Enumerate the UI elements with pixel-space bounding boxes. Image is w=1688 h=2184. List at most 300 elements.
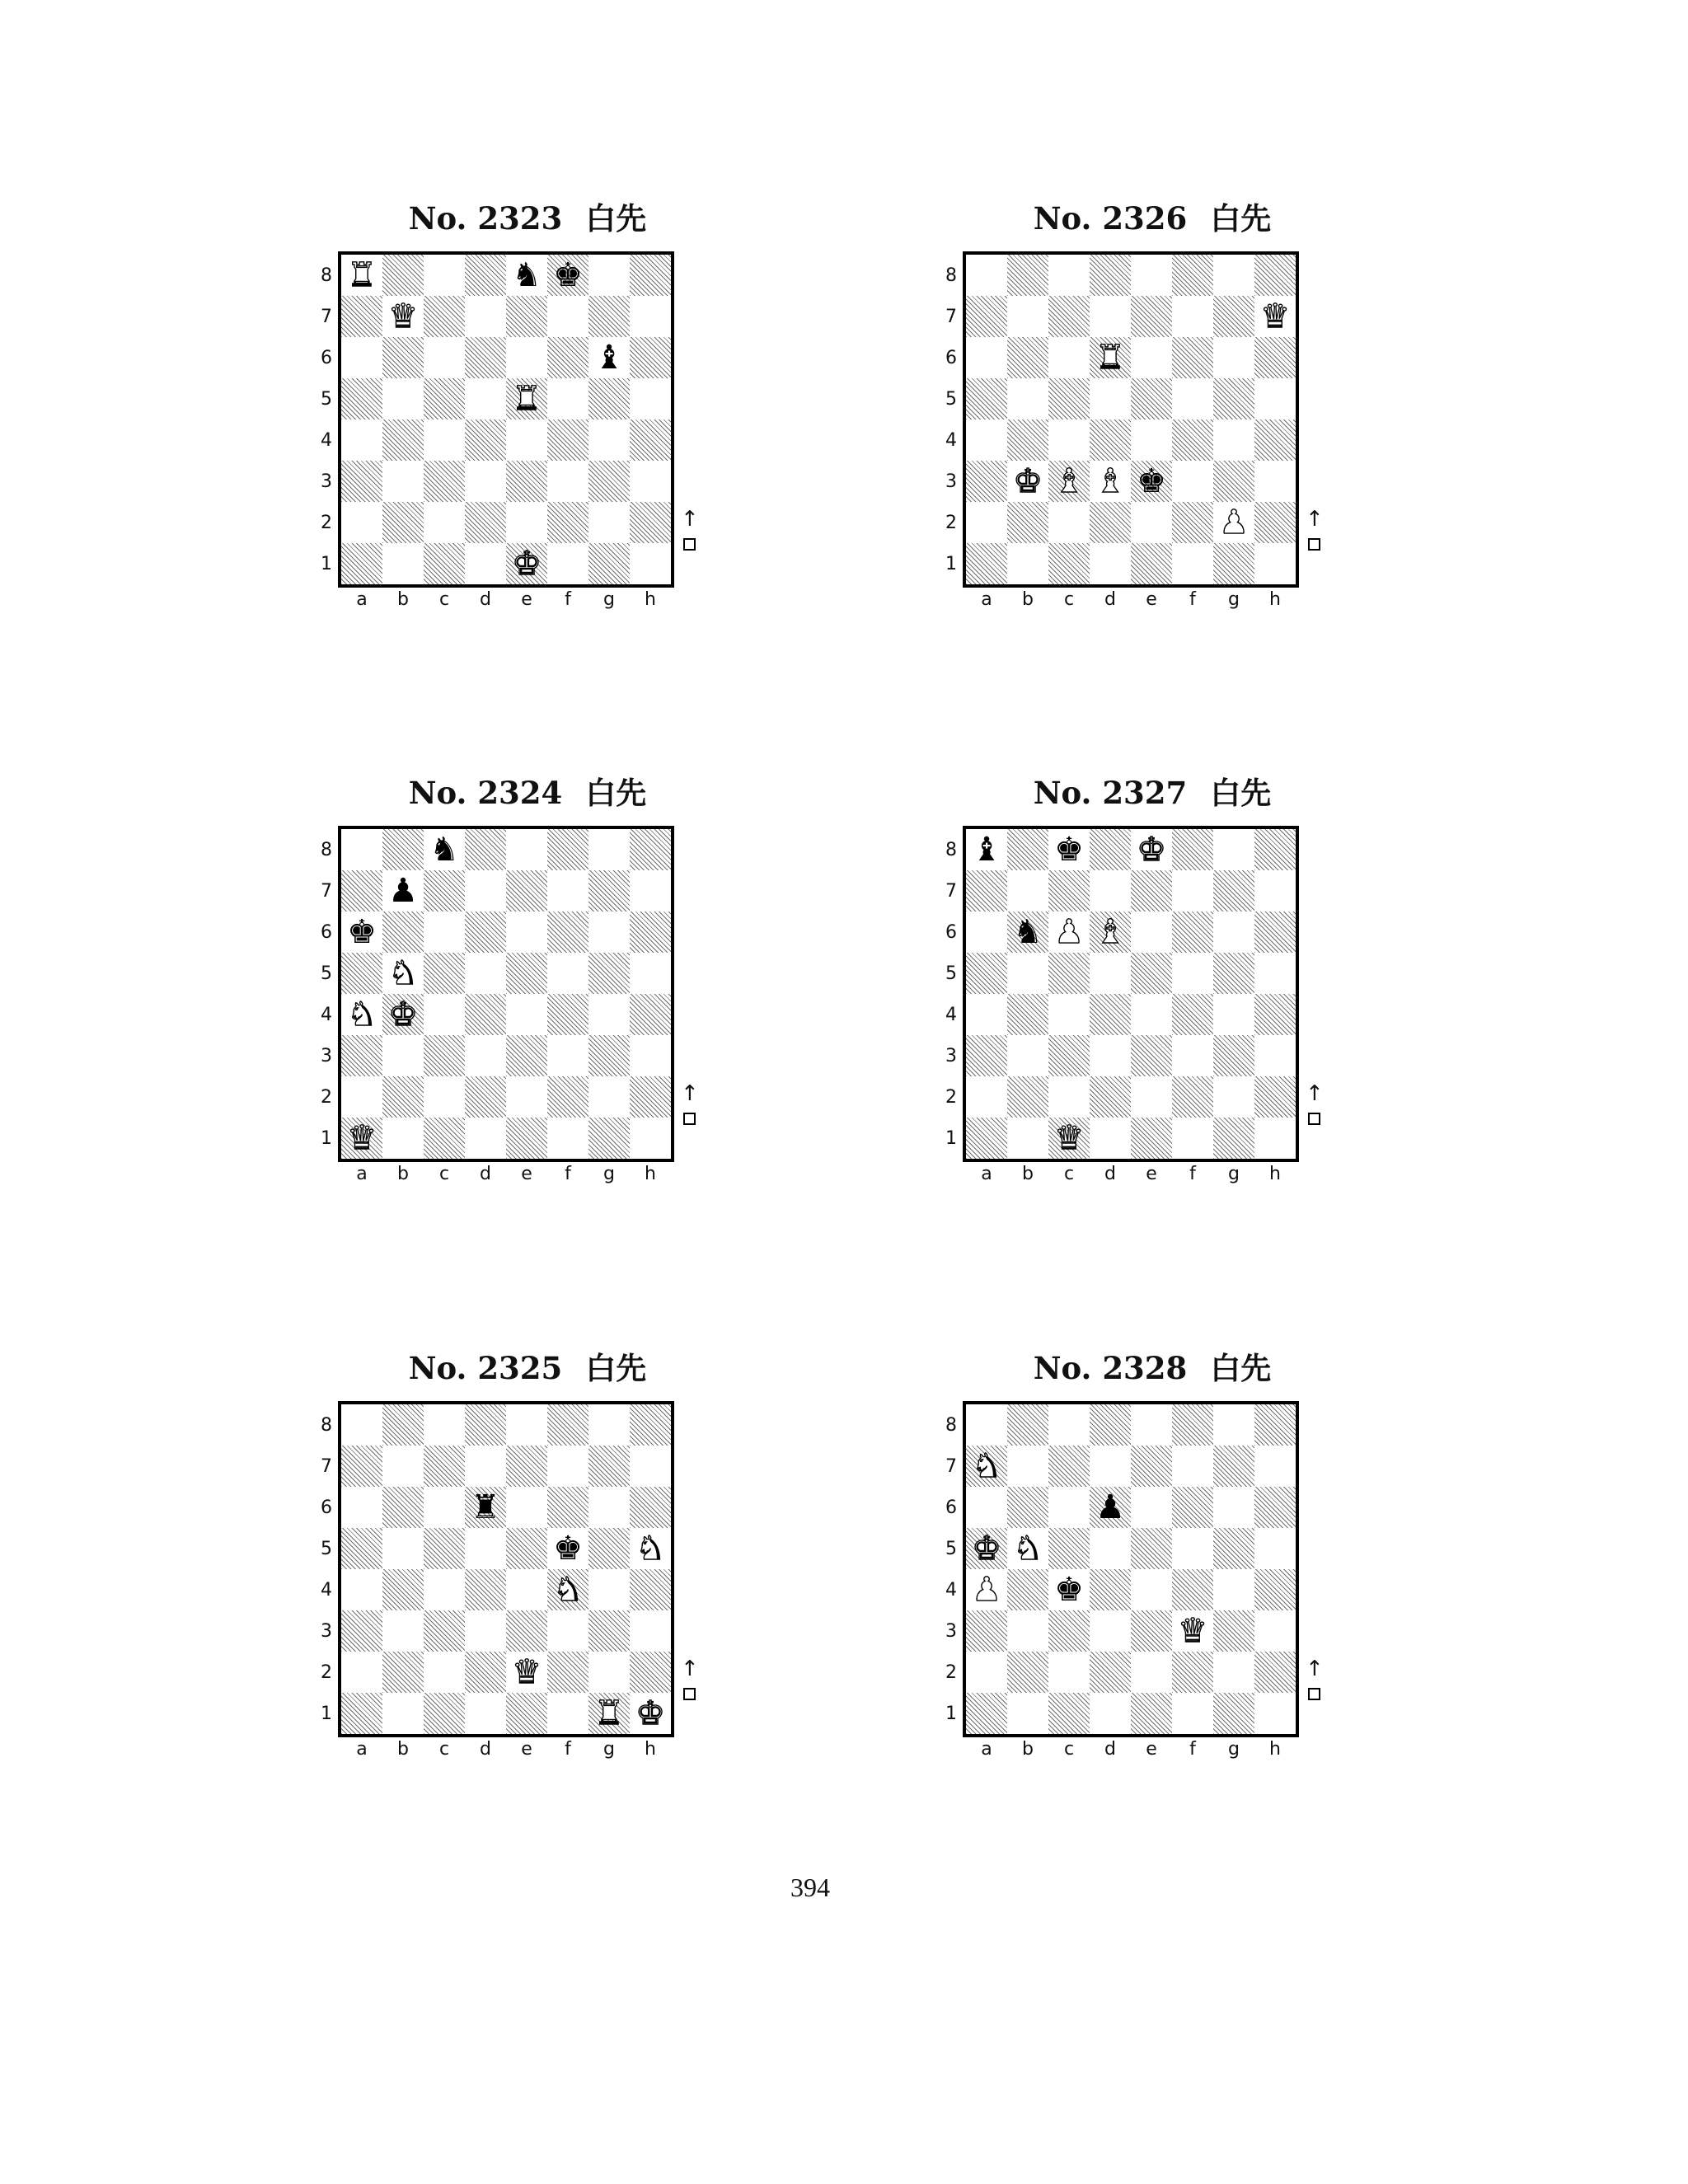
- file-label: g: [1228, 589, 1240, 610]
- board-square: [465, 1118, 506, 1159]
- board-square: [1048, 337, 1090, 378]
- board-square: [1048, 912, 1090, 953]
- file-label: e: [521, 1164, 532, 1184]
- white-rook-icon: ♜: [594, 1694, 624, 1732]
- rank-label: 6: [945, 921, 957, 943]
- white-bishop-icon: ♝: [1054, 462, 1084, 500]
- file-label: g: [603, 1739, 615, 1760]
- rank-label: 7: [321, 880, 332, 902]
- board-square: [630, 829, 671, 870]
- board-square: [1172, 1446, 1213, 1487]
- board-square: [341, 1035, 382, 1076]
- board-square: [1007, 829, 1048, 870]
- board-square: [966, 1652, 1007, 1693]
- file-labels: [341, 1164, 671, 1185]
- board-square: [506, 461, 547, 502]
- board-square: [382, 1693, 424, 1734]
- page-number: 394: [790, 1872, 830, 1902]
- board-square: [506, 1076, 547, 1118]
- board-square: [1254, 1118, 1296, 1159]
- board-square: [506, 1404, 547, 1446]
- puzzle-title: [313, 194, 742, 238]
- puzzle-title: [938, 768, 1367, 813]
- board-square: [1048, 829, 1090, 870]
- board-square: [424, 502, 465, 543]
- board-square: [1131, 829, 1172, 870]
- board-square: [1213, 994, 1254, 1035]
- rank-label: 7: [945, 1455, 957, 1477]
- puzzle-title: [938, 1343, 1367, 1388]
- arrow-up-icon: ↑: [1306, 507, 1324, 532]
- board-square: [1254, 502, 1296, 543]
- board-square: [1172, 461, 1213, 502]
- board-square: [465, 419, 506, 461]
- board-square: [424, 1446, 465, 1487]
- board-square: [547, 1446, 588, 1487]
- white-knight-icon: ♞: [635, 1530, 665, 1568]
- board-square: [1007, 1693, 1048, 1734]
- board-square: [382, 337, 424, 378]
- chess-board: [338, 251, 674, 588]
- board-square: [506, 378, 547, 419]
- board-square: [465, 1076, 506, 1118]
- rank-label: 3: [945, 471, 957, 492]
- board-square: [465, 953, 506, 994]
- board-square: [1131, 1652, 1172, 1693]
- board-square: [1131, 1076, 1172, 1118]
- puzzle-number: No. 2325: [408, 1350, 563, 1386]
- file-label: h: [645, 1164, 656, 1184]
- board-square: [341, 1610, 382, 1652]
- board-square: [1007, 337, 1048, 378]
- white-queen-icon: ♛: [388, 298, 418, 335]
- board-square: [547, 1404, 588, 1446]
- board-square: [630, 1404, 671, 1446]
- white-rook-icon: ♜: [1095, 339, 1125, 377]
- board-square: [630, 1118, 671, 1159]
- board-square: [341, 829, 382, 870]
- file-label: e: [521, 1739, 532, 1760]
- board-square: [1254, 994, 1296, 1035]
- black-king-icon: ♚: [553, 1530, 583, 1568]
- rank-label: 2: [945, 1086, 957, 1108]
- rank-label: 1: [945, 553, 957, 574]
- board-square: [1090, 419, 1131, 461]
- board-square: [1090, 1569, 1131, 1610]
- board-square: [588, 461, 630, 502]
- board-square: [1254, 1404, 1296, 1446]
- board-square: [341, 912, 382, 953]
- board-square: [547, 461, 588, 502]
- rank-label: 2: [321, 1661, 332, 1683]
- arrow-up-icon: ↑: [1306, 1081, 1324, 1106]
- board-square: [424, 1404, 465, 1446]
- board-square: [382, 953, 424, 994]
- board-square: [547, 1610, 588, 1652]
- rank-label: 8: [321, 265, 332, 286]
- puzzle-number: No. 2327: [1033, 775, 1188, 811]
- board-square: [424, 1652, 465, 1693]
- board-square: [630, 378, 671, 419]
- board-square: [1007, 1035, 1048, 1076]
- board-square: [1172, 1487, 1213, 1528]
- board-square: [547, 1035, 588, 1076]
- board-square: [382, 461, 424, 502]
- board-square: [1131, 870, 1172, 912]
- board-square: [465, 994, 506, 1035]
- file-label: e: [521, 589, 532, 610]
- to-move-indicator: [681, 507, 697, 565]
- board-square: [382, 1404, 424, 1446]
- white-queen-icon: ♛: [1178, 1612, 1207, 1650]
- file-labels: [966, 1739, 1296, 1760]
- square-icon: [683, 538, 696, 551]
- rank-label: 5: [945, 1538, 957, 1559]
- board-square: [1172, 337, 1213, 378]
- board-square: [1007, 296, 1048, 337]
- file-label: f: [565, 1164, 571, 1184]
- rank-label: 2: [321, 512, 332, 533]
- board-square: [1254, 1076, 1296, 1118]
- board-square: [547, 1652, 588, 1693]
- board-square: [1213, 296, 1254, 337]
- white-queen-icon: ♛: [347, 1119, 377, 1157]
- side-to-move-label: 白先: [585, 200, 647, 237]
- board-square: [630, 994, 671, 1035]
- board-square: [1090, 1487, 1131, 1528]
- board-square: [588, 419, 630, 461]
- board-square: [1048, 1610, 1090, 1652]
- board-square: [547, 1076, 588, 1118]
- board-square: [1007, 1076, 1048, 1118]
- board-square: [1131, 1404, 1172, 1446]
- board-square: [630, 1446, 671, 1487]
- rank-label: 6: [321, 1497, 332, 1518]
- file-label: h: [1269, 589, 1281, 610]
- file-label: f: [1189, 589, 1196, 610]
- white-knight-icon: ♞: [388, 954, 418, 992]
- board-square: [1172, 1528, 1213, 1569]
- side-to-move-label: 白先: [585, 775, 647, 811]
- board-square: [1007, 1404, 1048, 1446]
- black-king-icon: ♚: [1137, 462, 1166, 500]
- file-label: d: [1104, 1164, 1116, 1184]
- board-square: [630, 1569, 671, 1610]
- board-square: [588, 1404, 630, 1446]
- puzzle-number: No. 2326: [1033, 200, 1188, 237]
- board-square: [1131, 502, 1172, 543]
- rank-label: 3: [321, 471, 332, 492]
- board-square: [1254, 1528, 1296, 1569]
- board-square: [1213, 337, 1254, 378]
- board-square: [465, 296, 506, 337]
- board-square: [1254, 870, 1296, 912]
- board-square: [1172, 1693, 1213, 1734]
- board-square: [630, 870, 671, 912]
- board-square: [1172, 870, 1213, 912]
- board-square: [424, 378, 465, 419]
- black-bishop-icon: ♝: [972, 831, 1001, 869]
- file-labels: [341, 1739, 671, 1760]
- board-square: [465, 1610, 506, 1652]
- side-to-move-label: 白先: [1210, 1350, 1272, 1386]
- file-label: a: [981, 1739, 992, 1760]
- board-square: [547, 1528, 588, 1569]
- board-square: [1254, 543, 1296, 584]
- white-rook-icon: ♜: [512, 380, 542, 418]
- board-square: [465, 502, 506, 543]
- board-square: [547, 829, 588, 870]
- board-square: [630, 1652, 671, 1693]
- file-label: e: [1146, 1739, 1157, 1760]
- board-square: [1131, 419, 1172, 461]
- board-square: [1172, 1035, 1213, 1076]
- black-pawn-icon: ♟: [388, 872, 418, 910]
- rank-label: 3: [321, 1045, 332, 1066]
- board-square: [1007, 255, 1048, 296]
- puzzle: [313, 194, 742, 655]
- board-square: [424, 337, 465, 378]
- board-square: [1090, 461, 1131, 502]
- board-square: [1007, 543, 1048, 584]
- arrow-up-icon: ↑: [1306, 1657, 1324, 1681]
- board-square: [1213, 870, 1254, 912]
- square-icon: [1308, 1113, 1320, 1125]
- board-square: [1213, 1569, 1254, 1610]
- board-square: [588, 1487, 630, 1528]
- board-square: [966, 1528, 1007, 1569]
- rank-label: 3: [321, 1620, 332, 1642]
- board-square: [1213, 1076, 1254, 1118]
- board-square: [382, 870, 424, 912]
- board-square: [1007, 953, 1048, 994]
- board-square: [341, 419, 382, 461]
- board-square: [382, 378, 424, 419]
- board-square: [382, 255, 424, 296]
- file-labels: [966, 1164, 1296, 1185]
- board-square: [1048, 1528, 1090, 1569]
- board-square: [382, 1487, 424, 1528]
- board-square: [382, 543, 424, 584]
- black-knight-icon: ♞: [512, 256, 542, 294]
- board-square: [630, 296, 671, 337]
- board-square: [547, 1118, 588, 1159]
- board-square: [465, 378, 506, 419]
- board-square: [382, 829, 424, 870]
- board-square: [630, 419, 671, 461]
- side-to-move-label: 白先: [1210, 775, 1272, 811]
- black-king-icon: ♚: [553, 256, 583, 294]
- board-square: [547, 419, 588, 461]
- board-square: [341, 1118, 382, 1159]
- file-labels: [966, 589, 1296, 611]
- board-square: [465, 543, 506, 584]
- rank-label: 7: [945, 306, 957, 327]
- board-square: [966, 1404, 1007, 1446]
- file-label: d: [1104, 589, 1116, 610]
- board-square: [630, 255, 671, 296]
- board-square: [1131, 543, 1172, 584]
- rank-label: 5: [321, 388, 332, 410]
- file-label: h: [1269, 1164, 1281, 1184]
- board-square: [966, 419, 1007, 461]
- board-square: [1172, 1652, 1213, 1693]
- black-king-icon: ♚: [1054, 831, 1084, 869]
- board-square: [588, 1118, 630, 1159]
- board-square: [341, 1569, 382, 1610]
- board-square: [630, 1528, 671, 1569]
- board-square: [1007, 378, 1048, 419]
- chess-board: [963, 1401, 1299, 1737]
- board-square: [506, 1652, 547, 1693]
- rank-labels: [318, 255, 335, 584]
- black-bishop-icon: ♝: [594, 339, 624, 377]
- board-square: [506, 994, 547, 1035]
- to-move-indicator: [681, 1657, 697, 1714]
- rank-label: 8: [945, 265, 957, 286]
- board-square: [1131, 378, 1172, 419]
- white-bishop-icon: ♝: [1095, 913, 1125, 951]
- board-square: [382, 994, 424, 1035]
- board-square: [1048, 1693, 1090, 1734]
- square-icon: [1308, 1688, 1320, 1700]
- rank-label: 8: [945, 1414, 957, 1436]
- board-square: [341, 502, 382, 543]
- arrow-up-icon: ↑: [681, 1657, 699, 1681]
- board-square: [1048, 296, 1090, 337]
- file-label: h: [645, 1739, 656, 1760]
- black-rook-icon: ♜: [471, 1488, 500, 1526]
- board-square: [1213, 1404, 1254, 1446]
- board-square: [630, 1693, 671, 1734]
- board-square: [547, 1569, 588, 1610]
- board-square: [1048, 994, 1090, 1035]
- board-square: [966, 994, 1007, 1035]
- square-icon: [683, 1113, 696, 1125]
- board-square: [1213, 461, 1254, 502]
- board-square: [1254, 461, 1296, 502]
- board-square: [1048, 419, 1090, 461]
- board-square: [1048, 1076, 1090, 1118]
- board-square: [588, 1569, 630, 1610]
- file-label: g: [1228, 1739, 1240, 1760]
- board-square: [424, 1118, 465, 1159]
- board-square: [1090, 1118, 1131, 1159]
- square-icon: [683, 1688, 696, 1700]
- board-square: [1007, 1652, 1048, 1693]
- rank-labels: [943, 829, 959, 1159]
- file-label: g: [603, 1164, 615, 1184]
- board-square: [382, 1076, 424, 1118]
- board-square: [1254, 1446, 1296, 1487]
- board-square: [1213, 829, 1254, 870]
- board-square: [1172, 1076, 1213, 1118]
- board-square: [424, 829, 465, 870]
- board-square: [1090, 255, 1131, 296]
- board-square: [1172, 953, 1213, 994]
- rank-labels: [943, 1404, 959, 1734]
- board-square: [588, 502, 630, 543]
- board-square: [1090, 543, 1131, 584]
- board-square: [966, 296, 1007, 337]
- board-square: [424, 1610, 465, 1652]
- board-square: [1131, 1693, 1172, 1734]
- rank-label: 1: [945, 1703, 957, 1724]
- file-label: a: [356, 589, 368, 610]
- board-square: [506, 502, 547, 543]
- board-square: [1007, 502, 1048, 543]
- board-square: [1131, 1569, 1172, 1610]
- board-square: [382, 502, 424, 543]
- board-square: [1254, 255, 1296, 296]
- board-square: [1090, 502, 1131, 543]
- board-square: [547, 1487, 588, 1528]
- rank-label: 7: [321, 306, 332, 327]
- file-label: c: [1063, 1164, 1075, 1184]
- board-square: [1048, 1487, 1090, 1528]
- board-square: [465, 1528, 506, 1569]
- board-square: [1131, 1035, 1172, 1076]
- board-square: [1090, 1076, 1131, 1118]
- board-square: [506, 419, 547, 461]
- board-square: [465, 1446, 506, 1487]
- board-square: [547, 1693, 588, 1734]
- board-square: [1131, 994, 1172, 1035]
- puzzle-title: [313, 768, 742, 813]
- board-square: [1131, 953, 1172, 994]
- board-square: [588, 1076, 630, 1118]
- board-square: [588, 912, 630, 953]
- board-square: [341, 870, 382, 912]
- board-square: [1172, 1404, 1213, 1446]
- board-square: [1172, 502, 1213, 543]
- board-square: [630, 502, 671, 543]
- board-square: [424, 912, 465, 953]
- board-square: [630, 337, 671, 378]
- board-square: [1090, 870, 1131, 912]
- board-square: [588, 1693, 630, 1734]
- file-label: b: [1022, 1739, 1034, 1760]
- board-square: [1254, 953, 1296, 994]
- board-square: [1254, 912, 1296, 953]
- puzzle: [938, 1343, 1367, 1805]
- white-knight-icon: ♞: [1013, 1530, 1043, 1568]
- file-label: c: [438, 1164, 450, 1184]
- board-square: [1213, 543, 1254, 584]
- board-square: [341, 337, 382, 378]
- white-rook-icon: ♜: [347, 256, 377, 294]
- black-pawn-icon: ♟: [1095, 1488, 1125, 1526]
- board-square: [966, 461, 1007, 502]
- board-square: [1048, 953, 1090, 994]
- board-square: [966, 543, 1007, 584]
- square-icon: [1308, 538, 1320, 551]
- rank-labels: [943, 255, 959, 584]
- white-pawn-icon: ♟: [1219, 504, 1249, 541]
- board-square: [1213, 1528, 1254, 1569]
- board-square: [547, 255, 588, 296]
- board-square: [630, 1610, 671, 1652]
- board-square: [966, 378, 1007, 419]
- board-square: [1007, 1528, 1048, 1569]
- chess-board: [338, 826, 674, 1162]
- board-square: [1131, 1487, 1172, 1528]
- board-square: [1131, 461, 1172, 502]
- file-label: c: [1063, 589, 1075, 610]
- board-square: [1090, 912, 1131, 953]
- board-square: [1213, 255, 1254, 296]
- board-square: [1172, 1569, 1213, 1610]
